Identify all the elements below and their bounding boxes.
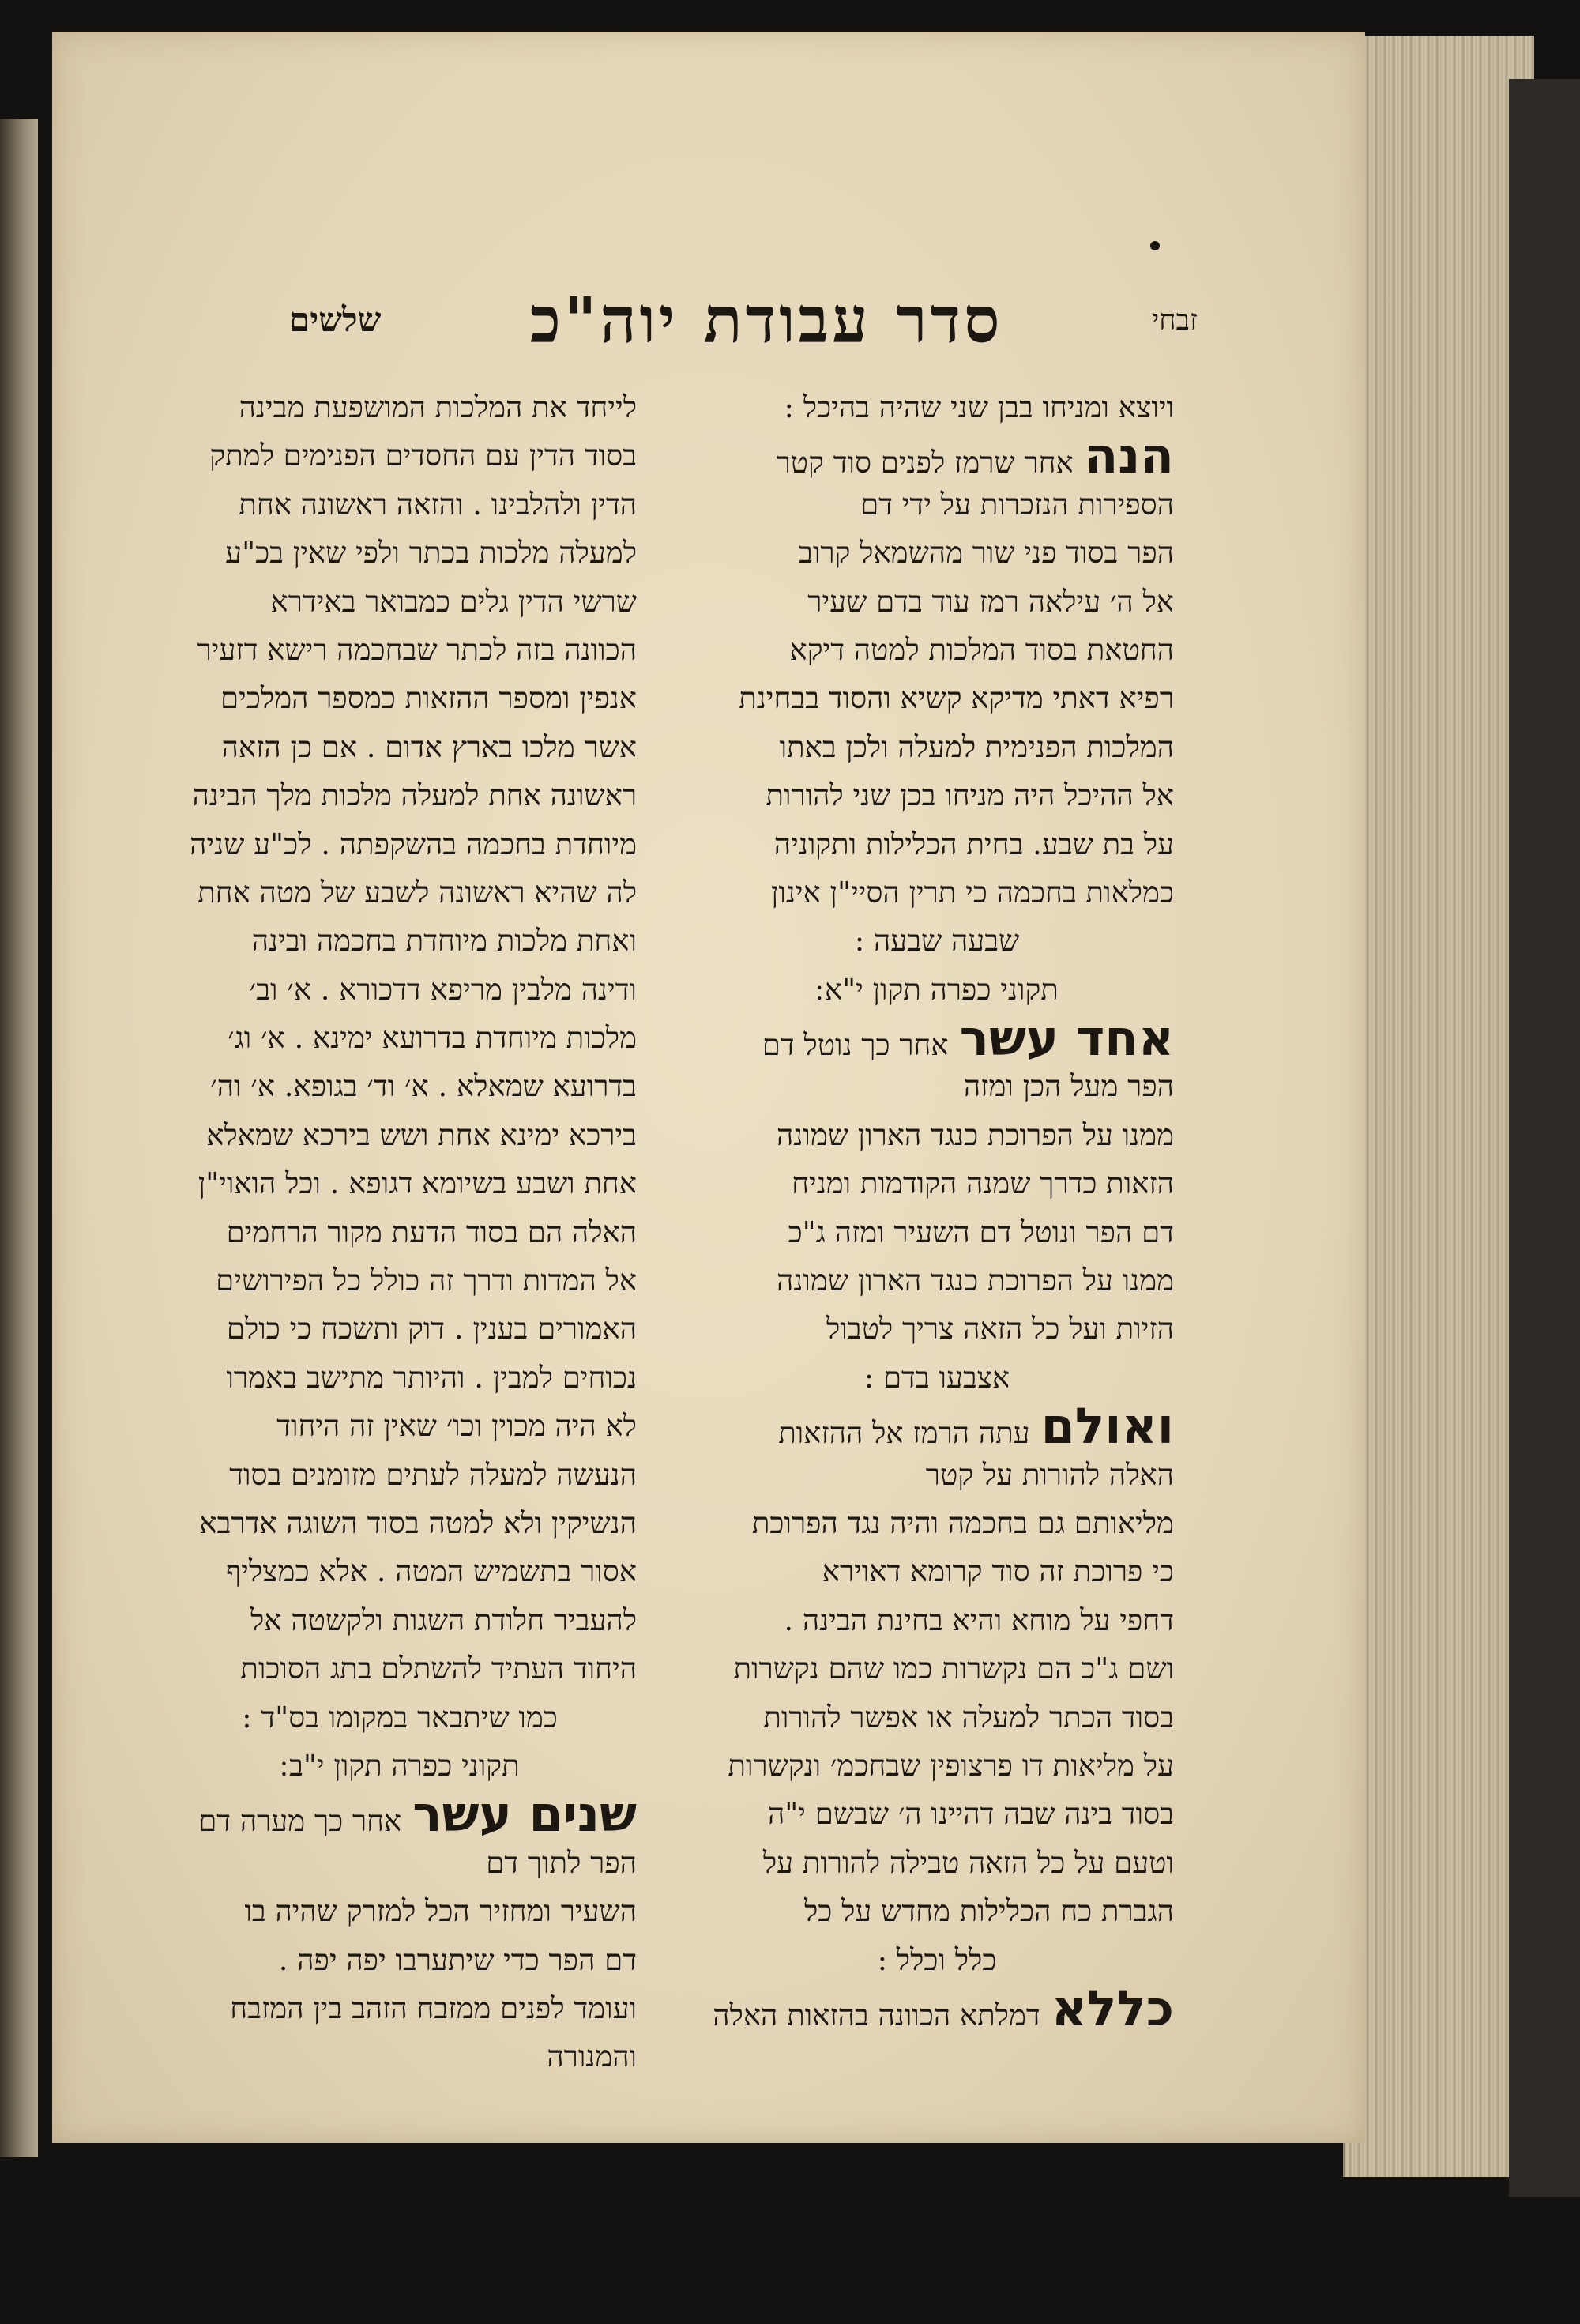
text-line: הזאות כדרך שמנה הקודמות ומניח <box>792 1166 1174 1201</box>
line-text: דמלתא הכוונה בהזאות האלה <box>713 1998 1040 2032</box>
text-line: מליאותם גם בחכמה והיה נגד הפרוכת <box>751 1505 1174 1540</box>
text-line: ודינה מלבין מריפא דדכורא . א׳ וב׳ <box>249 972 637 1007</box>
text-line: השעיר ומחזיר הכל למזרק שהיה בו <box>244 1894 637 1929</box>
paragraph-end-line: כלל וכלל : <box>877 1942 997 1977</box>
page-stack <box>1343 36 1534 2177</box>
text-line: הכוונה בזה לכתר שבחכמה רישא דזעיר <box>197 632 637 667</box>
text-line: הפר מעל הכן ומזה <box>963 1069 1174 1104</box>
text-line: והמנורה <box>547 2040 637 2074</box>
text-line: דחפי על מוחא והיא בחינת הבינה . <box>784 1603 1174 1637</box>
text-line: הנשיקין ולא למטה בסוד השוגה אדרבא <box>199 1505 637 1540</box>
paragraph-end-line: אצבעו בדם : <box>863 1360 1010 1395</box>
paragraph-end-line: כמו שיתבאר במקומו בס"ד : <box>242 1700 558 1735</box>
paragraph-lead-line <box>163 1790 637 1838</box>
text-line: אל ההיכל היה מניחו בכן שני להורות <box>766 778 1174 813</box>
lead-word: אחד עשר <box>959 1014 1174 1063</box>
text-line: דם הפר ונוטל דם השעיר ומזה ג"כ <box>788 1215 1174 1249</box>
text-line: הפר לתוך דם <box>486 1845 637 1880</box>
text-line: הנעשה למעלה לעתים מזומנים בסוד <box>229 1457 637 1492</box>
book-cover <box>1509 79 1580 2197</box>
running-header <box>289 269 1198 371</box>
paragraph-lead-line <box>700 1014 1174 1062</box>
text-line: אנפין ומספר ההזאות כמספר המלכים <box>220 681 637 716</box>
text-line: האלה הם בסוד הדעת מקור הרחמים <box>226 1215 637 1249</box>
text-line: בדרועא שמאלא . א׳ וד׳ בגופא. א׳ וה׳ <box>210 1069 637 1104</box>
text-line: ואחת מלכות מיוחדת בחכמה ובינה <box>251 924 637 959</box>
text-line: אל המדות ודרך זה כולל כל הפירושים <box>216 1264 637 1298</box>
left-column <box>163 383 637 2074</box>
header-label: זבחי <box>1151 304 1198 337</box>
text-line: לא היה מכוין וכו׳ שאין זה היחוד <box>276 1409 637 1444</box>
paragraph-lead-line <box>700 1402 1174 1450</box>
text-line: הזיות ועל כל הזאה צריך לטבול <box>826 1312 1174 1347</box>
text-line: שרשי הדין גלים כמבואר באידרא <box>270 584 637 619</box>
line-text: אחר כך מערה דם <box>198 1804 402 1839</box>
paragraph-lead-line <box>700 1984 1174 2032</box>
text-line: בסוד בינה שבה דהיינו ה׳ שבשם י"ה <box>768 1797 1174 1832</box>
text-line: להעביר חלודת השגות ולקשטה אל <box>250 1603 637 1637</box>
text-line: ראשונה אחת למעלה מלכות מלך הבינה <box>192 778 637 813</box>
text-line: ועומד לפנים ממזבח הזהב בין המזבח <box>230 1991 637 2025</box>
text-line: לייחד את המלכות המושפעת מבינה <box>239 390 637 424</box>
lead-word: ואולם <box>1040 1402 1174 1451</box>
text-line: ושם ג"כ הם נקשרות כמו שהם נקשרות <box>733 1652 1174 1686</box>
text-line: אסור בתשמיש המטה . אלא כמצליף <box>225 1554 637 1589</box>
line-text: אחר שרמז לפנים סוד קטר <box>776 446 1074 480</box>
book-page <box>52 32 1365 2143</box>
lead-word: כללא <box>1051 1983 1174 2033</box>
text-line: החטאת בסוד המלכות למטה דיקא <box>789 632 1174 667</box>
text-line: האלה להורות על קטר <box>925 1457 1174 1492</box>
text-line: רפיא דאתי מדיקא קשיא והסוד בבחינת <box>739 681 1174 716</box>
section-heading: תקוני כפרה תקון י"ב ׃ <box>280 1748 520 1783</box>
folio-number: שלשים <box>289 300 382 339</box>
ink-dot <box>1150 241 1160 250</box>
text-line: למעלה מלכות בכתר ולפי שאין בכ"ע <box>225 536 637 571</box>
line-text: עתה הרמז אל ההזאות <box>778 1416 1030 1451</box>
text-line: בסוד הדין עם החסדים הפנימים למתק <box>209 439 637 473</box>
text-line: האמורים בענין . דוק ותשכח כי כולם <box>226 1312 637 1347</box>
text-line: נכוחים למבין . והיותר מתישב באמרו <box>226 1360 637 1395</box>
text-line: הפר בסוד פני שור מהשמאל קרוב <box>799 536 1174 571</box>
text-line: ממנו על הפרוכת כנגד הארון שמונה <box>777 1117 1174 1152</box>
text-line: בסוד הכתר למעלה או אפשר להורות <box>763 1700 1174 1735</box>
section-heading: תקוני כפרה תקון י"א ׃ <box>815 972 1059 1007</box>
text-line: מלכות מיוחדת בדרועא ימינא . א׳ וג׳ <box>228 1021 637 1056</box>
text-line: וטעם על כל הזאה טבילה להורות על <box>762 1845 1174 1880</box>
lead-word: הנה <box>1084 431 1174 480</box>
text-columns <box>163 383 1174 2074</box>
line-text: אחר כך נוטל דם <box>762 1028 949 1063</box>
text-line: אל ה׳ עילאה רמז עוד בדם שעיר <box>807 584 1174 619</box>
facing-page-edge <box>0 119 38 2157</box>
text-line: אשר מלכו בארץ אדום . אם כן הזאה <box>221 729 637 764</box>
text-line: על בת שבע. בחית הכלילות ותקוניה <box>773 827 1174 861</box>
text-line: המלכות הפנימית למעלה ולכן באתו <box>779 729 1174 764</box>
text-line: ויוצא ומניחו בבן שני שהיה בהיכל : <box>784 390 1174 424</box>
lead-word: שנים עשר <box>412 1790 637 1839</box>
text-line: אחת ושבע בשיומא דגופא . וכל הואוי"ן <box>198 1166 637 1201</box>
text-line: דם הפר כדי שיתערבו יפה יפה . <box>278 1942 637 1977</box>
paragraph-lead-line <box>700 431 1174 480</box>
text-line: הספירות הנזכרות על ידי דם <box>860 487 1174 522</box>
right-column <box>700 383 1174 2033</box>
paragraph-end-line: שבעה שבעה : <box>854 924 1020 959</box>
text-line: כי פרוכת זה סוד קרומא דאוירא <box>822 1554 1174 1589</box>
text-line: בירכא ימינא אחת ושש בירכא שמאלא <box>206 1117 637 1152</box>
text-line: על מליאות דו פרצופין שבחכמ׳ ונקשרות <box>728 1748 1174 1783</box>
text-line: היחוד העתיד להשתלם בתג הסוכות <box>240 1652 637 1686</box>
text-line: הדין ולהלבינו . והזאה ראשונה אחת <box>239 487 637 522</box>
text-line: לה שהיא ראשונה לשבע של מטה אחת <box>198 875 637 910</box>
text-line: הגברת כח הכלילות מחדש על כל <box>803 1894 1174 1929</box>
page-title: סדר עבודת יוה"כ <box>529 282 1003 357</box>
text-line: ממנו על הפרוכת כנגד הארון שמונה <box>777 1264 1174 1298</box>
text-line: מיוחדת בחכמה בהשקפתה . לכ"ע שניה <box>190 827 637 861</box>
text-line: כמלאות בחכמה כי תרין הסיי"ן אינון <box>770 875 1174 910</box>
